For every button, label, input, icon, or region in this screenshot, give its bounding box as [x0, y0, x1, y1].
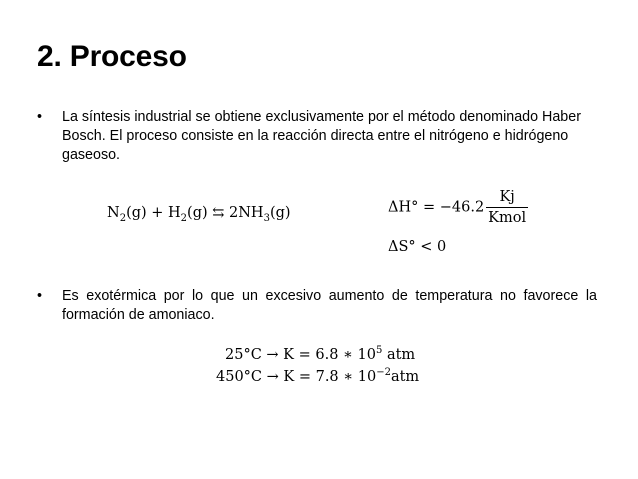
bullet-synthesis — [37, 108, 597, 165]
bullet-marker: • — [37, 109, 43, 125]
bullet-text: Es exotérmica por lo que un excesivo aumento de temperatura no favorece la formación de amoniaco. — [62, 288, 597, 323]
equilibrium-25c: 25°C → K = 6.8 ∗ $10^5$ atm — [225, 345, 416, 363]
enthalpy-unit-fraction: $\frac{Kj}{\text{Kmol}}$ — [488, 189, 527, 226]
equilibrium-450c: 450°C → K = 7.8 ∗ $10^{-2}atm$ — [216, 367, 420, 385]
slide-title: 2. Proceso — [37, 40, 187, 73]
bullet-marker: • — [37, 288, 43, 304]
bullet-text: La síntesis industrial se obtiene exclusivamente por el método denominado Haber Bosch. El proceso consiste en la reacción directa entre el nitrógeno e hidrógeno gaseoso. — [62, 109, 581, 163]
entropy-equation: ΔS° < 0 — [388, 239, 447, 255]
reaction-equation: $N_2(g) + H_2(g)$ ⇆ $2NH_3(g)$ — [107, 205, 291, 224]
bullet-exothermic — [37, 287, 597, 325]
enthalpy-equation: ΔH° = −46.2 $\frac{Kj}{\text{Kmol}}$ — [388, 189, 527, 226]
